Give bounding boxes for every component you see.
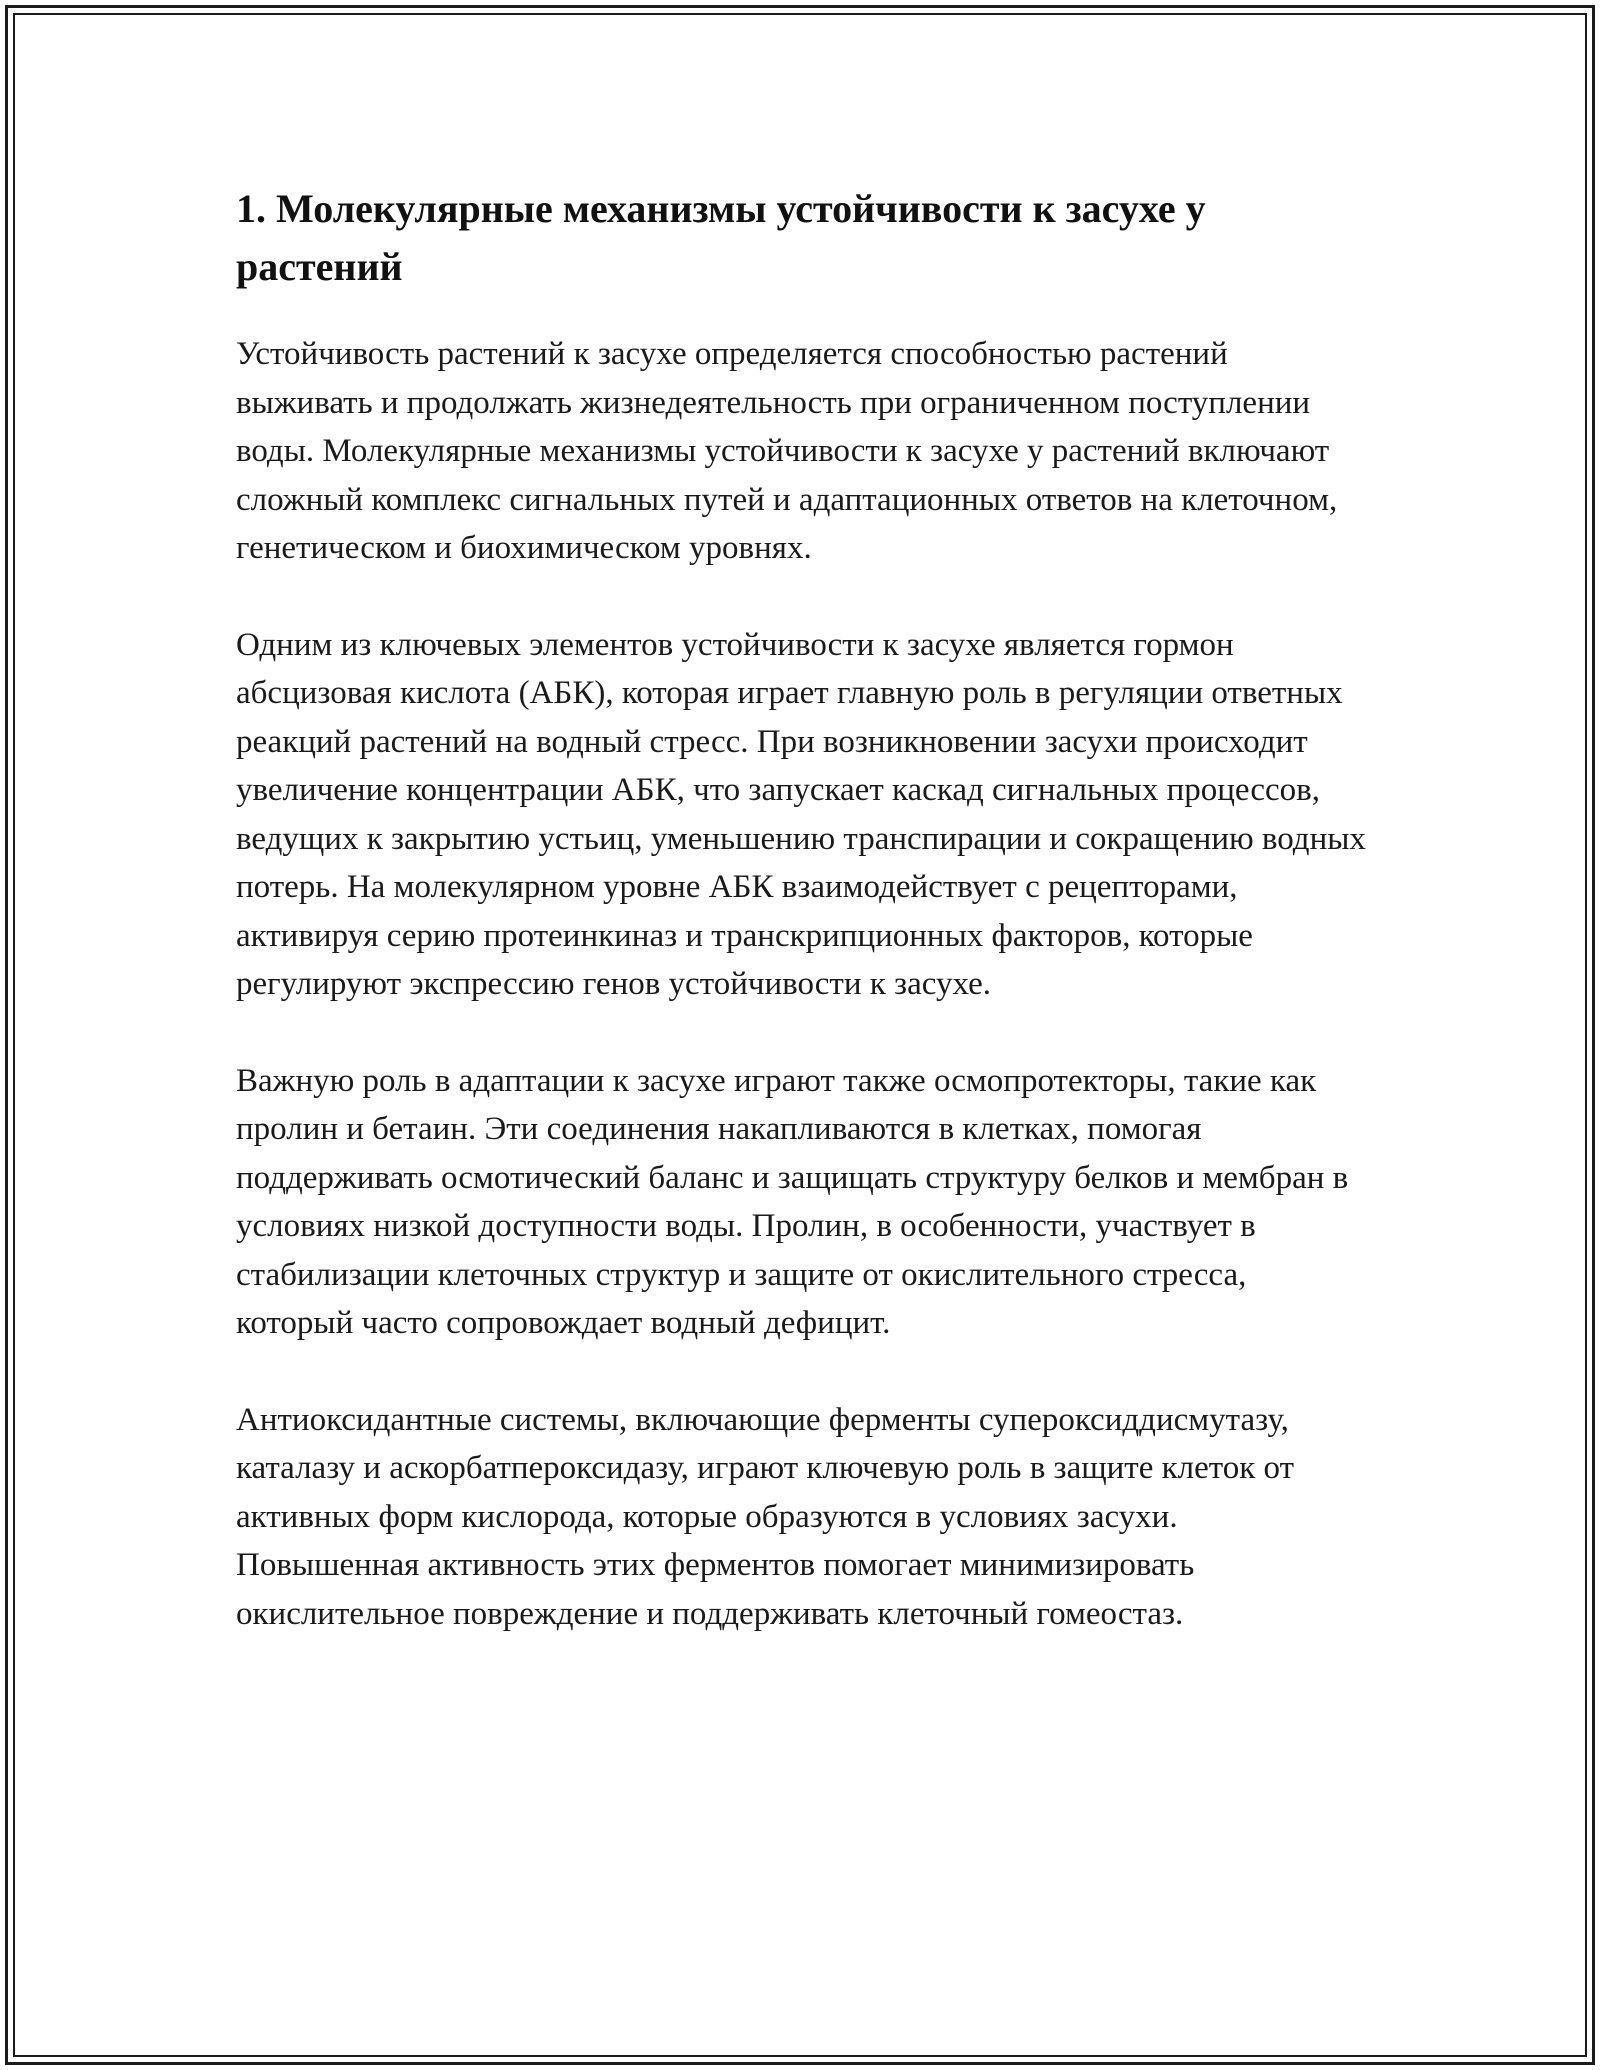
document-body (236, 180, 1366, 1686)
section-heading: 1. Молекулярные механизмы устойчивости к засухе у растений (236, 186, 1206, 289)
paragraph-antioxidant-systems: Антиоксидантные системы, включающие ферменты супероксиддисмутазу, каталазу и аскорбатпероксидазу, играют ключевую роль в защите клеток от активных форм кислорода, которые образуются в условиях засухи. Повышенная активность этих ферментов помогает минимизировать окислительное повреждение и поддерживать клеточный гомеостаз. (236, 1401, 1295, 1632)
paragraph-drought-resistance-intro: Устойчивость растений к засухе определяется способностью растений выживать и продолжать жизнедеятельность при ограниченном поступлении воды. Молекулярные механизмы устойчивости к засухе у растений включают сложный комплекс сигнальных путей и адаптационных ответов на клеточном, генетическом и биохимическом уровнях. (236, 336, 1338, 566)
paragraph-abscisic-acid: Одним из ключевых элементов устойчивости к засухе является гормон абсцизовая кислота (АБК), которая играет главную роль в регуляции ответных реакций растений на водный стресс. При возникновении засухи происходит увеличение концентрации АБК, что запускает каскад сигнальных процессов, ведущих к закрытию устьиц, уменьшению транспирации и сокращению водных потерь. На молекулярном уровне АБК взаимодействует с рецепторами, активируя серию протеинкиназ и транскрипционных факторов, которые регулируют экспрессию генов устойчивости к засухе. (236, 626, 1366, 1002)
paragraph-osmoprotectors: Важную роль в адаптации к засухе играют также осмопротекторы, такие как пролин и бетаин. Эти соединения накапливаются в клетках, помогая поддерживать осмотический баланс и защищать структуру белков и мембран в условиях низкой доступности воды. Пролин, в особенности, участвует в стабилизации клеточных структур и защите от окислительного стресса, который часто сопровождает водный дефицит. (236, 1062, 1349, 1341)
